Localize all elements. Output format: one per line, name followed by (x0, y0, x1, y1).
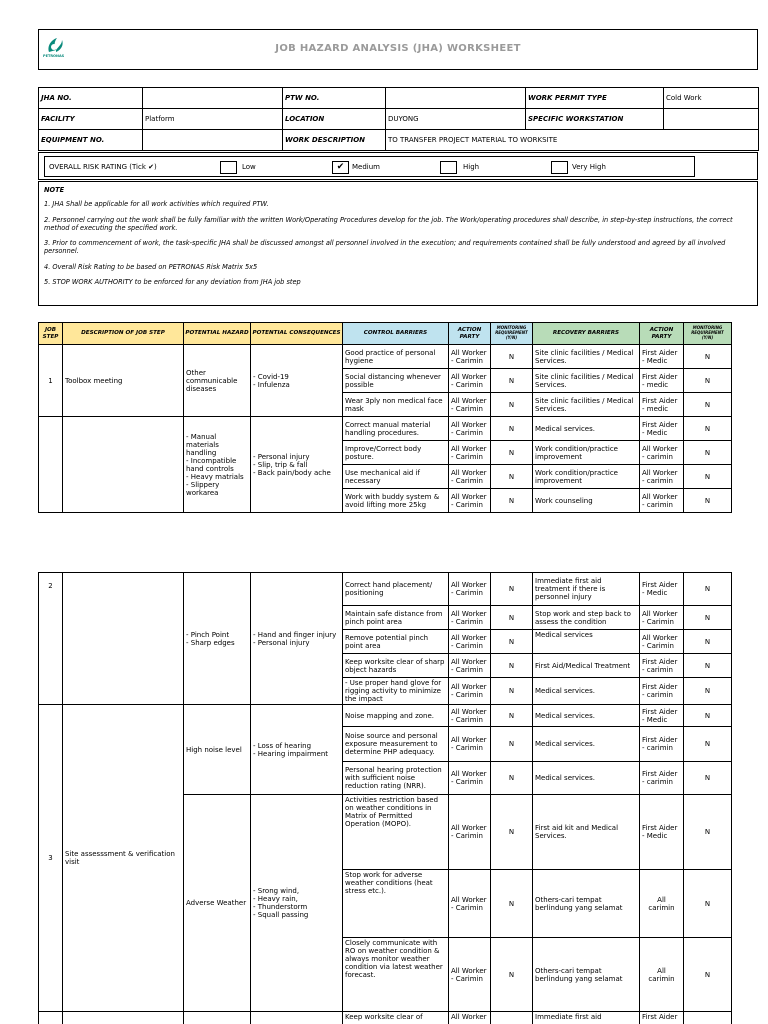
control-barrier: Closely communicate with RO on weather condition & always monitor weather condition via latest weather forecast. (343, 938, 449, 1012)
recovery-barrier: Medical services. (533, 727, 640, 762)
control-barrier: Good practice of personal hygiene (343, 345, 449, 369)
recovery-action-party: First Aider - Medic (640, 417, 684, 441)
recovery-action-party: First Aider - Medic (640, 573, 684, 606)
monitoring-flag: N (491, 705, 533, 727)
job-step-number (39, 1012, 63, 1024)
recovery-barrier: Site clinic facilities / Medical Services. (533, 369, 640, 393)
jha-table-page2 (38, 572, 732, 1024)
note-item: 2. Personnel carrying out the work shall be fully familiar with the written Work/Operating Procedures develop for the job. The Work/operating procedures shall describe, in step-by-step instructions, the correct method of executing the specified work. (44, 215, 733, 232)
col-hazard: POTENTIAL HAZARD (184, 323, 251, 345)
jha-no-value[interactable] (143, 88, 283, 109)
recovery-barrier: First aid kit and Medical Services. (533, 795, 640, 870)
action-party: All Worker - Carimin (449, 870, 491, 938)
control-barrier: Social distancing whenever possible (343, 369, 449, 393)
potential-consequences: - Personal injury - Slip, trip & fall - Back pain/body ache (251, 417, 343, 513)
action-party: All Worker - Carimin (449, 393, 491, 417)
location-value[interactable]: DUYONG (386, 109, 526, 130)
potential-hazard: High noise level (184, 705, 251, 795)
recovery-barrier: Others-cari tempat berlindung yang selamat (533, 870, 640, 938)
action-party: All Worker - Carimin (449, 417, 491, 441)
recovery-action-party: First Aider (640, 1012, 684, 1024)
monitoring-flag: N (491, 417, 533, 441)
recovery-monitoring-flag: N (684, 762, 732, 795)
job-step-description: Toolbox meeting (63, 345, 184, 417)
action-party: All Worker (449, 1012, 491, 1024)
recovery-barrier: Medical services. (533, 678, 640, 705)
risk-rating-box (44, 156, 695, 177)
monitoring-flag: N (491, 795, 533, 870)
recovery-monitoring-flag: N (684, 938, 732, 1012)
recovery-monitoring-flag: N (684, 870, 732, 938)
location-label: LOCATION (283, 109, 386, 130)
jha-table (38, 322, 732, 513)
control-barrier: Remove potential pinch point area (343, 630, 449, 654)
action-party: All Worker - Carimin (449, 795, 491, 870)
recovery-action-party: First Aider - Medic (640, 795, 684, 870)
recovery-action-party: All Worker - carimin (640, 465, 684, 489)
specific-workstation-value[interactable] (664, 109, 759, 130)
recovery-monitoring-flag: N (684, 489, 732, 513)
recovery-action-party: All Worker - carimin (640, 489, 684, 513)
equipment-no-value[interactable] (143, 130, 283, 151)
monitoring-flag: N (491, 489, 533, 513)
action-party: All Worker - Carimin (449, 678, 491, 705)
risk-very-high-label: Very High (572, 163, 606, 171)
control-barrier: Personal hearing protection with sufficient noise reduction rating (NRR). (343, 762, 449, 795)
ptw-no-value[interactable] (386, 88, 526, 109)
control-barrier: Correct hand placement/ positioning (343, 573, 449, 606)
control-barrier: Keep worksite clear of sharp object hazards (343, 654, 449, 678)
action-party: All Worker - Carimin (449, 573, 491, 606)
potential-hazard: - Pinch Point - Sharp edges (184, 573, 251, 705)
jha-table-continued (38, 572, 732, 1024)
action-party: All Worker - Carimin (449, 369, 491, 393)
risk-high-label: High (463, 163, 480, 171)
risk-low-checkbox[interactable] (220, 161, 237, 174)
potential-consequences: - Hand and finger injury - Personal injury (251, 573, 343, 705)
col-monitoring-2: MONITORING REQUIREMENT (Y/N) (684, 323, 732, 345)
job-step-description (63, 1012, 184, 1024)
specific-workstation-label: SPECIFIC WORKSTATION (526, 109, 664, 130)
note-item: 1. JHA Shall be applicable for all work activities which required PTW. (44, 200, 269, 209)
col-action-party-2: ACTION PARTY (640, 323, 684, 345)
action-party: All Worker - Carimin (449, 465, 491, 489)
recovery-action-party: First Aider - medic (640, 369, 684, 393)
job-step-number: 3 (39, 705, 63, 1012)
recovery-action-party: First Aider - medic (640, 393, 684, 417)
recovery-action-party: First Aider - Medic (640, 705, 684, 727)
control-barrier: Activities restriction based on weather conditions in Matrix of Permitted Operation (MOPO). (343, 795, 449, 870)
recovery-barrier: First Aid/Medical Treatment (533, 654, 640, 678)
recovery-barrier: Site clinic facilities / Medical Services. (533, 345, 640, 369)
recovery-monitoring-flag: N (684, 345, 732, 369)
col-action-party: ACTION PARTY (449, 323, 491, 345)
monitoring-flag: N (491, 727, 533, 762)
recovery-barrier: Medical services. (533, 762, 640, 795)
note-item: 4. Overall Risk Rating to be based on PETRONAS Risk Matrix 5x5 (44, 262, 258, 271)
control-barrier: Stop work for adverse weather conditions (heat stress etc.). (343, 870, 449, 938)
recovery-monitoring-flag: N (684, 573, 732, 606)
control-barrier: - Use proper hand glove for rigging activity to minimize the impact (343, 678, 449, 705)
control-barrier: Wear 3ply non medical face mask (343, 393, 449, 417)
monitoring-flag (491, 1012, 533, 1024)
work-permit-type-value[interactable]: Cold Work (664, 88, 759, 109)
risk-low-label: Low (242, 163, 256, 171)
potential-hazard: - Manual materials handling - Incompatible hand controls - Heavy matrials - Slippery workarea (184, 417, 251, 513)
recovery-monitoring-flag: N (684, 654, 732, 678)
monitoring-flag: N (491, 441, 533, 465)
control-barrier: Keep worksite clear of (343, 1012, 449, 1024)
action-party: All Worker - Carimin (449, 441, 491, 465)
potential-consequences (251, 1012, 343, 1024)
recovery-barrier: Immediate first aid treatment if there is personnel injury (533, 573, 640, 606)
risk-medium-label: Medium (352, 163, 380, 171)
monitoring-flag: N (491, 938, 533, 1012)
equipment-no-label: EQUIPMENT NO. (39, 130, 143, 151)
recovery-monitoring-flag (684, 1012, 732, 1024)
recovery-action-party: All Worker - Carimin (640, 606, 684, 630)
monitoring-flag: N (491, 345, 533, 369)
title-block (38, 29, 758, 70)
job-step-description (63, 417, 184, 513)
monitoring-flag: N (491, 369, 533, 393)
action-party: All Worker - Carimin (449, 938, 491, 1012)
recovery-action-party: All carimin (640, 870, 684, 938)
recovery-action-party: First Aider - carimin (640, 654, 684, 678)
recovery-barrier: Medical services. (533, 417, 640, 441)
recovery-monitoring-flag: N (684, 606, 732, 630)
work-description-value[interactable]: TO TRANSFER PROJECT MATERIAL TO WORKSITE (386, 130, 759, 151)
logo-caption: PETRONAS (43, 54, 65, 58)
job-step-description (63, 573, 184, 705)
recovery-monitoring-flag: N (684, 727, 732, 762)
note-item: 5. STOP WORK AUTHORITY to be enforced for any deviation from JHA job step (44, 278, 301, 287)
job-step-number: 1 (39, 345, 63, 417)
recovery-monitoring-flag: N (684, 678, 732, 705)
recovery-barrier: Others-cari tempat berlindung yang selamat (533, 938, 640, 1012)
control-barrier: Work with buddy system & avoid lifting more 25kg (343, 489, 449, 513)
job-step-number: 2 (39, 573, 63, 705)
recovery-action-party: All Worker - Carimin (640, 630, 684, 654)
recovery-barrier: Site clinic facilities / Medical Services. (533, 393, 640, 417)
job-step-description: Site assesssment & verification visit (63, 705, 184, 1012)
col-consequences: POTENTIAL CONSEQUENCES (251, 323, 343, 345)
action-party: All Worker - Carimin (449, 762, 491, 795)
action-party: All Worker - Carimin (449, 654, 491, 678)
col-recovery-barriers: RECOVERY BARRIERS (533, 323, 640, 345)
recovery-action-party: All Worker - carimin (640, 441, 684, 465)
job-step-number (39, 417, 63, 513)
potential-consequences: - Srong wind, - Heavy rain, - Thunderstorm - Squall passing (251, 795, 343, 1012)
risk-high-checkbox[interactable] (440, 161, 457, 174)
work-permit-type-label: WORK PERMIT TYPE (526, 88, 664, 109)
col-monitoring: MONITORING REQUIREMENT (Y/N) (491, 323, 533, 345)
notes-section (38, 181, 758, 306)
recovery-barrier: Medical services. (533, 705, 640, 727)
potential-hazard: Adverse Weather (184, 795, 251, 1012)
facility-label: FACILITY (39, 109, 143, 130)
control-barrier: Noise mapping and zone. (343, 705, 449, 727)
notes-heading: NOTE (44, 186, 65, 194)
recovery-monitoring-flag: N (684, 369, 732, 393)
jha-no-label: JHA NO. (39, 88, 143, 109)
action-party: All Worker - Carimin (449, 705, 491, 727)
recovery-barrier: Immediate first aid (533, 1012, 640, 1024)
recovery-monitoring-flag: N (684, 465, 732, 489)
work-description-label: WORK DESCRIPTION (283, 130, 386, 151)
recovery-barrier: Work counseling (533, 489, 640, 513)
potential-consequences: - Covid-19 - Infulenza (251, 345, 343, 417)
recovery-barrier: Medical services (533, 630, 640, 654)
monitoring-flag: N (491, 870, 533, 938)
recovery-barrier: Stop work and step back to assess the condition (533, 606, 640, 630)
recovery-action-party: First Aider - carimin (640, 762, 684, 795)
monitoring-flag: N (491, 465, 533, 489)
potential-consequences: - Loss of hearing - Hearing impairment (251, 705, 343, 795)
recovery-monitoring-flag: N (684, 795, 732, 870)
action-party: All Worker - Carimin (449, 489, 491, 513)
facility-value[interactable]: Platform (143, 109, 283, 130)
jha-table-page1 (38, 322, 732, 526)
risk-rating-row (38, 152, 758, 180)
control-barrier: Use mechanical aid if necessary (343, 465, 449, 489)
control-barrier: Maintain safe distance from pinch point area (343, 606, 449, 630)
recovery-monitoring-flag: N (684, 417, 732, 441)
potential-hazard: Other communicable diseases (184, 345, 251, 417)
action-party: All Worker - Carimin (449, 727, 491, 762)
monitoring-flag: N (491, 606, 533, 630)
recovery-action-party: First Aider - carimin (640, 727, 684, 762)
monitoring-flag: N (491, 630, 533, 654)
recovery-monitoring-flag: N (684, 630, 732, 654)
control-barrier: Correct manual material handling procedures. (343, 417, 449, 441)
monitoring-flag: N (491, 762, 533, 795)
monitoring-flag: N (491, 654, 533, 678)
recovery-action-party: First Aider - Medic (640, 345, 684, 369)
recovery-action-party: All carimin (640, 938, 684, 1012)
monitoring-flag: N (491, 573, 533, 606)
recovery-barrier: Work condition/practice improvement (533, 441, 640, 465)
recovery-monitoring-flag: N (684, 705, 732, 727)
action-party: All Worker - Carimin (449, 606, 491, 630)
action-party: All Worker - Carimin (449, 345, 491, 369)
header-info-table (38, 87, 759, 151)
monitoring-flag: N (491, 678, 533, 705)
control-barrier: Improve/Correct body posture. (343, 441, 449, 465)
note-item: 3. Prior to commencement of work, the task-specific JHA shall be discussed amongst all personnel involved in the execution; and requirements contained shall be fully understood and agreed by all involved personnel. (44, 239, 726, 256)
control-barrier: Noise source and personal exposure measurement to determine PHP adequacy. (343, 727, 449, 762)
action-party: All Worker - Carimin (449, 630, 491, 654)
potential-hazard (184, 1012, 251, 1024)
risk-very-high-checkbox[interactable] (551, 161, 568, 174)
col-job-step: JOB STEP (39, 323, 63, 345)
risk-medium-checkbox[interactable]: ✔ (332, 161, 349, 174)
risk-rating-label: OVERALL RISK RATING (Tick ✔) (49, 163, 157, 171)
recovery-monitoring-flag: N (684, 393, 732, 417)
recovery-monitoring-flag: N (684, 441, 732, 465)
recovery-barrier: Work condition/practice improvement (533, 465, 640, 489)
col-control-barriers: CONTROL BARRIERS (343, 323, 449, 345)
col-description: DESCRIPTION OF JOB STEP (63, 323, 184, 345)
ptw-no-label: PTW NO. (283, 88, 386, 109)
monitoring-flag: N (491, 393, 533, 417)
page-title: JOB HAZARD ANALYSIS (JHA) WORKSHEET (275, 43, 521, 54)
recovery-action-party: First Aider - carimin (640, 678, 684, 705)
